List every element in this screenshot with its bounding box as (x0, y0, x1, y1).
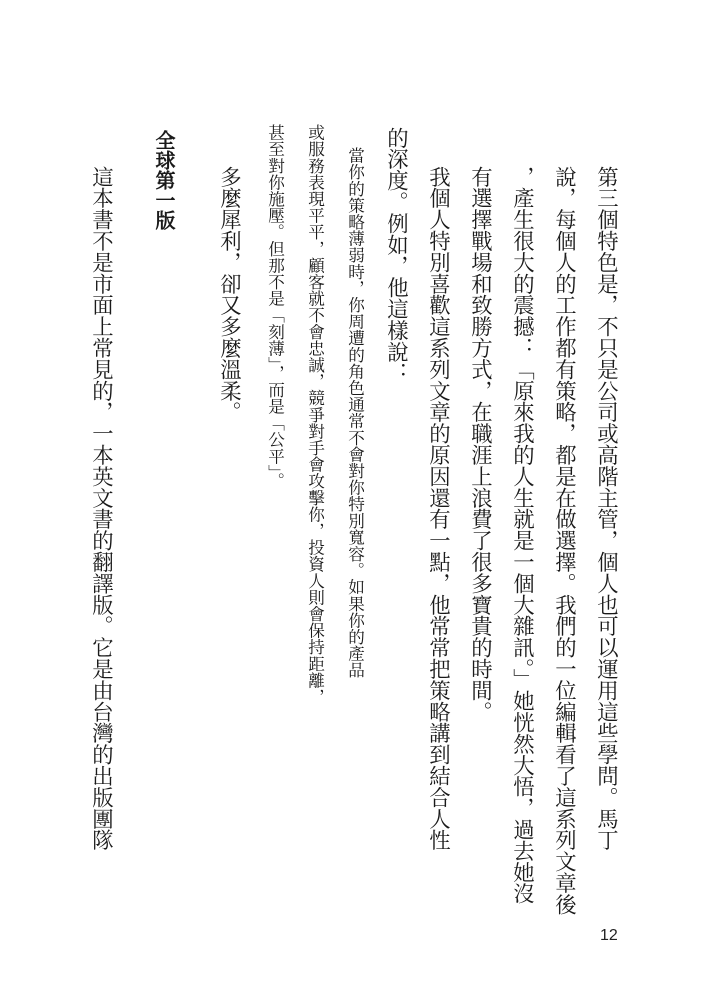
quote-text-line: 甚至對你施壓。但那不是「刻薄」，而是「公平」。 (265, 124, 285, 490)
body-text-line: ，產生很大的震撼：「原來我的人生就是一個大雜訊。」她恍然大悟，過去她沒 (509, 166, 535, 905)
body-text-line: 這本書不是市面上常見的，一本英文書的翻譯版。它是由台灣的出版團隊 (88, 166, 114, 851)
body-text-line: 第三個特色是，不只是公司或高階主管，個人也可以運用這些學問。馬丁 (593, 166, 619, 851)
body-text-line: 的深度。例如，他這樣說： (383, 127, 409, 384)
body-text-line: 多麼犀利，卻又多麼溫柔。 (216, 166, 242, 423)
body-text-line: 說，每個人的工作都有策略，都是在做選擇。我們的一位編輯看了這系列文章後 (551, 166, 577, 915)
body-text-line: 我個人特別喜歡這系列文章的原因還有一點，他常常把策略講到結合人性 (425, 166, 451, 851)
section-heading: 全球第一版 (152, 130, 176, 230)
quote-text-line: 或服務表現平平，顧客就不會忠誠，競爭對手會攻擊你，投資人則會保持距離， (305, 124, 325, 705)
quote-text-line: 當你的策略薄弱時，你周遭的角色通常不會對你特別寬容。如果你的產品 (345, 147, 365, 679)
page-number: 12 (600, 927, 618, 944)
body-text-line: 有選擇戰場和致勝方式，在職涯上浪費了很多寶貴的時間。 (467, 166, 493, 723)
